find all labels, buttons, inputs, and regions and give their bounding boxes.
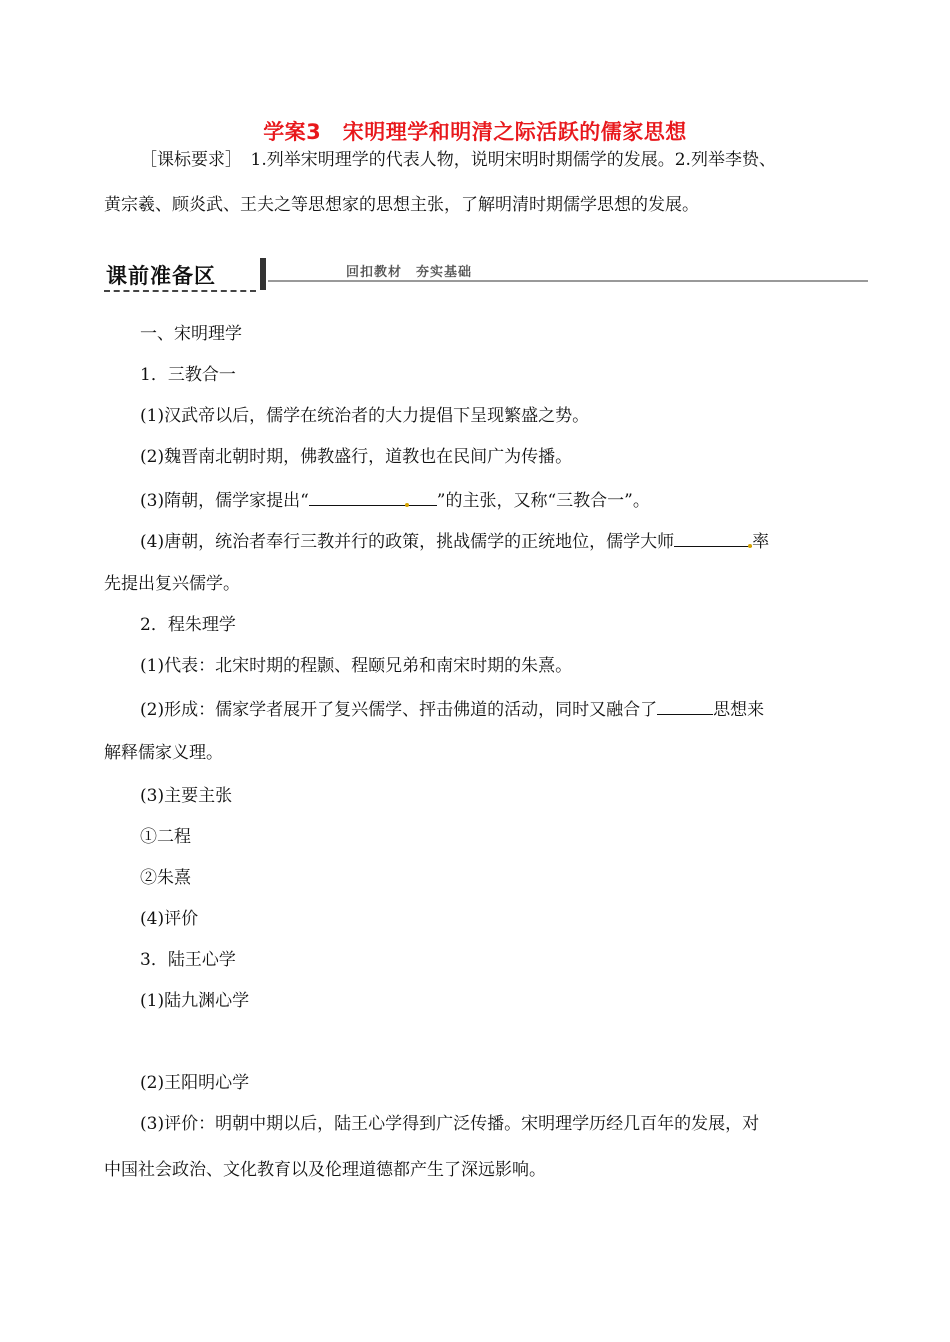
paragraph-2-4: (4)评价 [140,909,199,929]
banner-subtitle: 回扣教材 夯实基础 [346,265,473,280]
paragraph-2-2-text-a: (2)形成：儒家学者展开了复兴儒学、抨击佛道的活动，同时又融合了 [140,700,658,720]
banner-label: 课前准备区 [106,264,216,288]
paragraph-1-4 [140,531,885,551]
fill-blank[interactable] [657,699,713,715]
page-title: 学案3 宋明理学和明清之际活跃的儒家思想 [263,120,687,144]
paragraph-2-3-item-2: ②朱熹 [140,868,191,888]
paragraph-3-2: (2)王阳明心学 [140,1073,250,1093]
subsection-title-1: 1．三教合一 [140,365,236,385]
requirements-line-2: 黄宗羲、顾炎武、王夫之等思想家的思想主张，了解明清时期儒学思想的发展。 [104,195,699,215]
paragraph-2-3-item-1: ①二程 [140,827,191,847]
paragraph-1-4-continued: 先提出复兴儒学。 [104,574,240,594]
paragraph-2-2 [140,699,885,719]
paragraph-1-4-text-b: 率 [752,532,770,552]
paragraph-2-3: (3)主要主张 [140,786,233,806]
paragraph-2-1: (1)代表：北宋时期的程颢、程颐兄弟和南宋时期的朱熹。 [140,656,573,676]
fill-blank[interactable] [674,531,752,547]
paragraph-1-2: (2)魏晋南北朝时期，佛教盛行，道教也在民间广为传播。 [140,447,573,467]
paragraph-1-4-text-a: (4)唐朝，统治者奉行三教并行的政策，挑战儒学的正统地位，儒学大师 [140,532,675,552]
paragraph-3-3: (3)评价：明朝中期以后，陆王心学得到广泛传播。宋明理学历经几百年的发展，对 [140,1114,760,1134]
banner-divider-bar [260,258,266,290]
paragraph-1-3-text-a: (3)隋朝，儒学家提出“ [140,491,309,511]
section-heading: 一、宋明理学 [140,324,242,344]
blank-marker-dot [405,503,409,507]
paragraph-1-3 [140,490,885,510]
subsection-title-3: 3．陆王心学 [140,950,236,970]
subsection-title-2: 2．程朱理学 [140,615,236,635]
paragraph-1-3-text-b: ”的主张，又称“三教合一”。 [436,491,650,511]
paragraph-1-1: (1)汉武帝以后，儒学在统治者的大力提倡下呈现繁盛之势。 [140,406,590,426]
banner-rule [268,280,868,282]
section-banner [104,256,868,294]
banner-dashed-underline [104,290,256,292]
requirements-line-1: ［课标要求］ 1.列举宋明理学的代表人物，说明宋明时期儒学的发展。2.列举李贽、 [140,150,776,170]
paragraph-3-1: (1)陆九渊心学 [140,991,250,1011]
paragraph-3-3-continued: 中国社会政治、文化教育以及伦理道德都产生了深远影响。 [104,1160,546,1180]
fill-blank[interactable] [309,490,437,506]
paragraph-2-2-text-b: 思想来 [713,700,765,720]
paragraph-2-2-continued: 解释儒家义理。 [104,743,223,763]
